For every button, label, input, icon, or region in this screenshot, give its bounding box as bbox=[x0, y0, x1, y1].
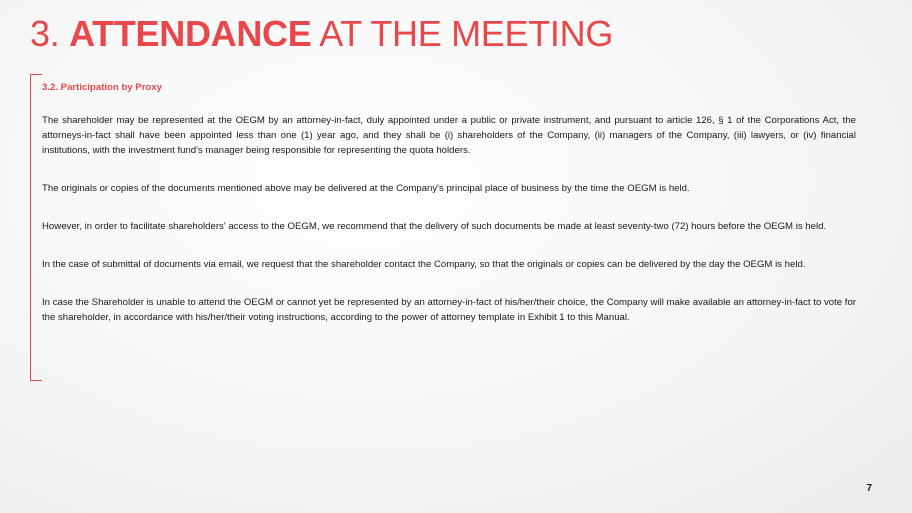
section-heading: 3.2. Participation by Proxy bbox=[42, 82, 162, 93]
title-rest: AT THE MEETING bbox=[319, 13, 614, 54]
section-content bbox=[42, 80, 856, 348]
paragraph-email-submittal: In the case of submittal of documents via email, we request that the shareholder contact the Company, so that the originals or copies can be delivered by the day the OEGM is held. bbox=[42, 259, 806, 270]
page-number: 7 bbox=[866, 483, 872, 494]
paragraph-document-delivery: The originals or copies of the documents mentioned above may be delivered at the Company's principal place of business by the time the OEGM is held. bbox=[42, 183, 690, 194]
paragraph-proxy-appointment: The shareholder may be represented at the OEGM by an attorney-in-fact, duly appointed under a public or private instrument, and pursuant to article 126, § 1 of the Corporations Act, the attorneys-in-fact shall have been appointed less than one (1) year ago, and they shall be (i) shareholders of the Company, (ii) managers of the Company, (iii) lawyers, or (iv) financial institutions, with the investment fund's manager being responsible for representing the quota holders. bbox=[42, 115, 856, 156]
slide-title bbox=[30, 12, 613, 56]
section-bracket-decoration bbox=[30, 74, 42, 381]
title-bold-word: ATTENDANCE bbox=[69, 13, 312, 54]
paragraph-delivery-recommendation: However, in order to facilitate shareholders' access to the OEGM, we recommend that the delivery of such documents be made at least seventy-two (72) hours before the OEGM is held. bbox=[42, 221, 827, 232]
title-number: 3. bbox=[30, 13, 60, 54]
paragraph-company-attorney: In case the Shareholder is unable to attend the OEGM or cannot yet be represented by an attorney-in-fact of his/her/their choice, the Company will make available an attorney-in-fact to vote for the shareholder, in accordance with his/her/their voting instructions, according to the power of attorney template in Exhibit 1 to this Manual. bbox=[42, 297, 856, 323]
